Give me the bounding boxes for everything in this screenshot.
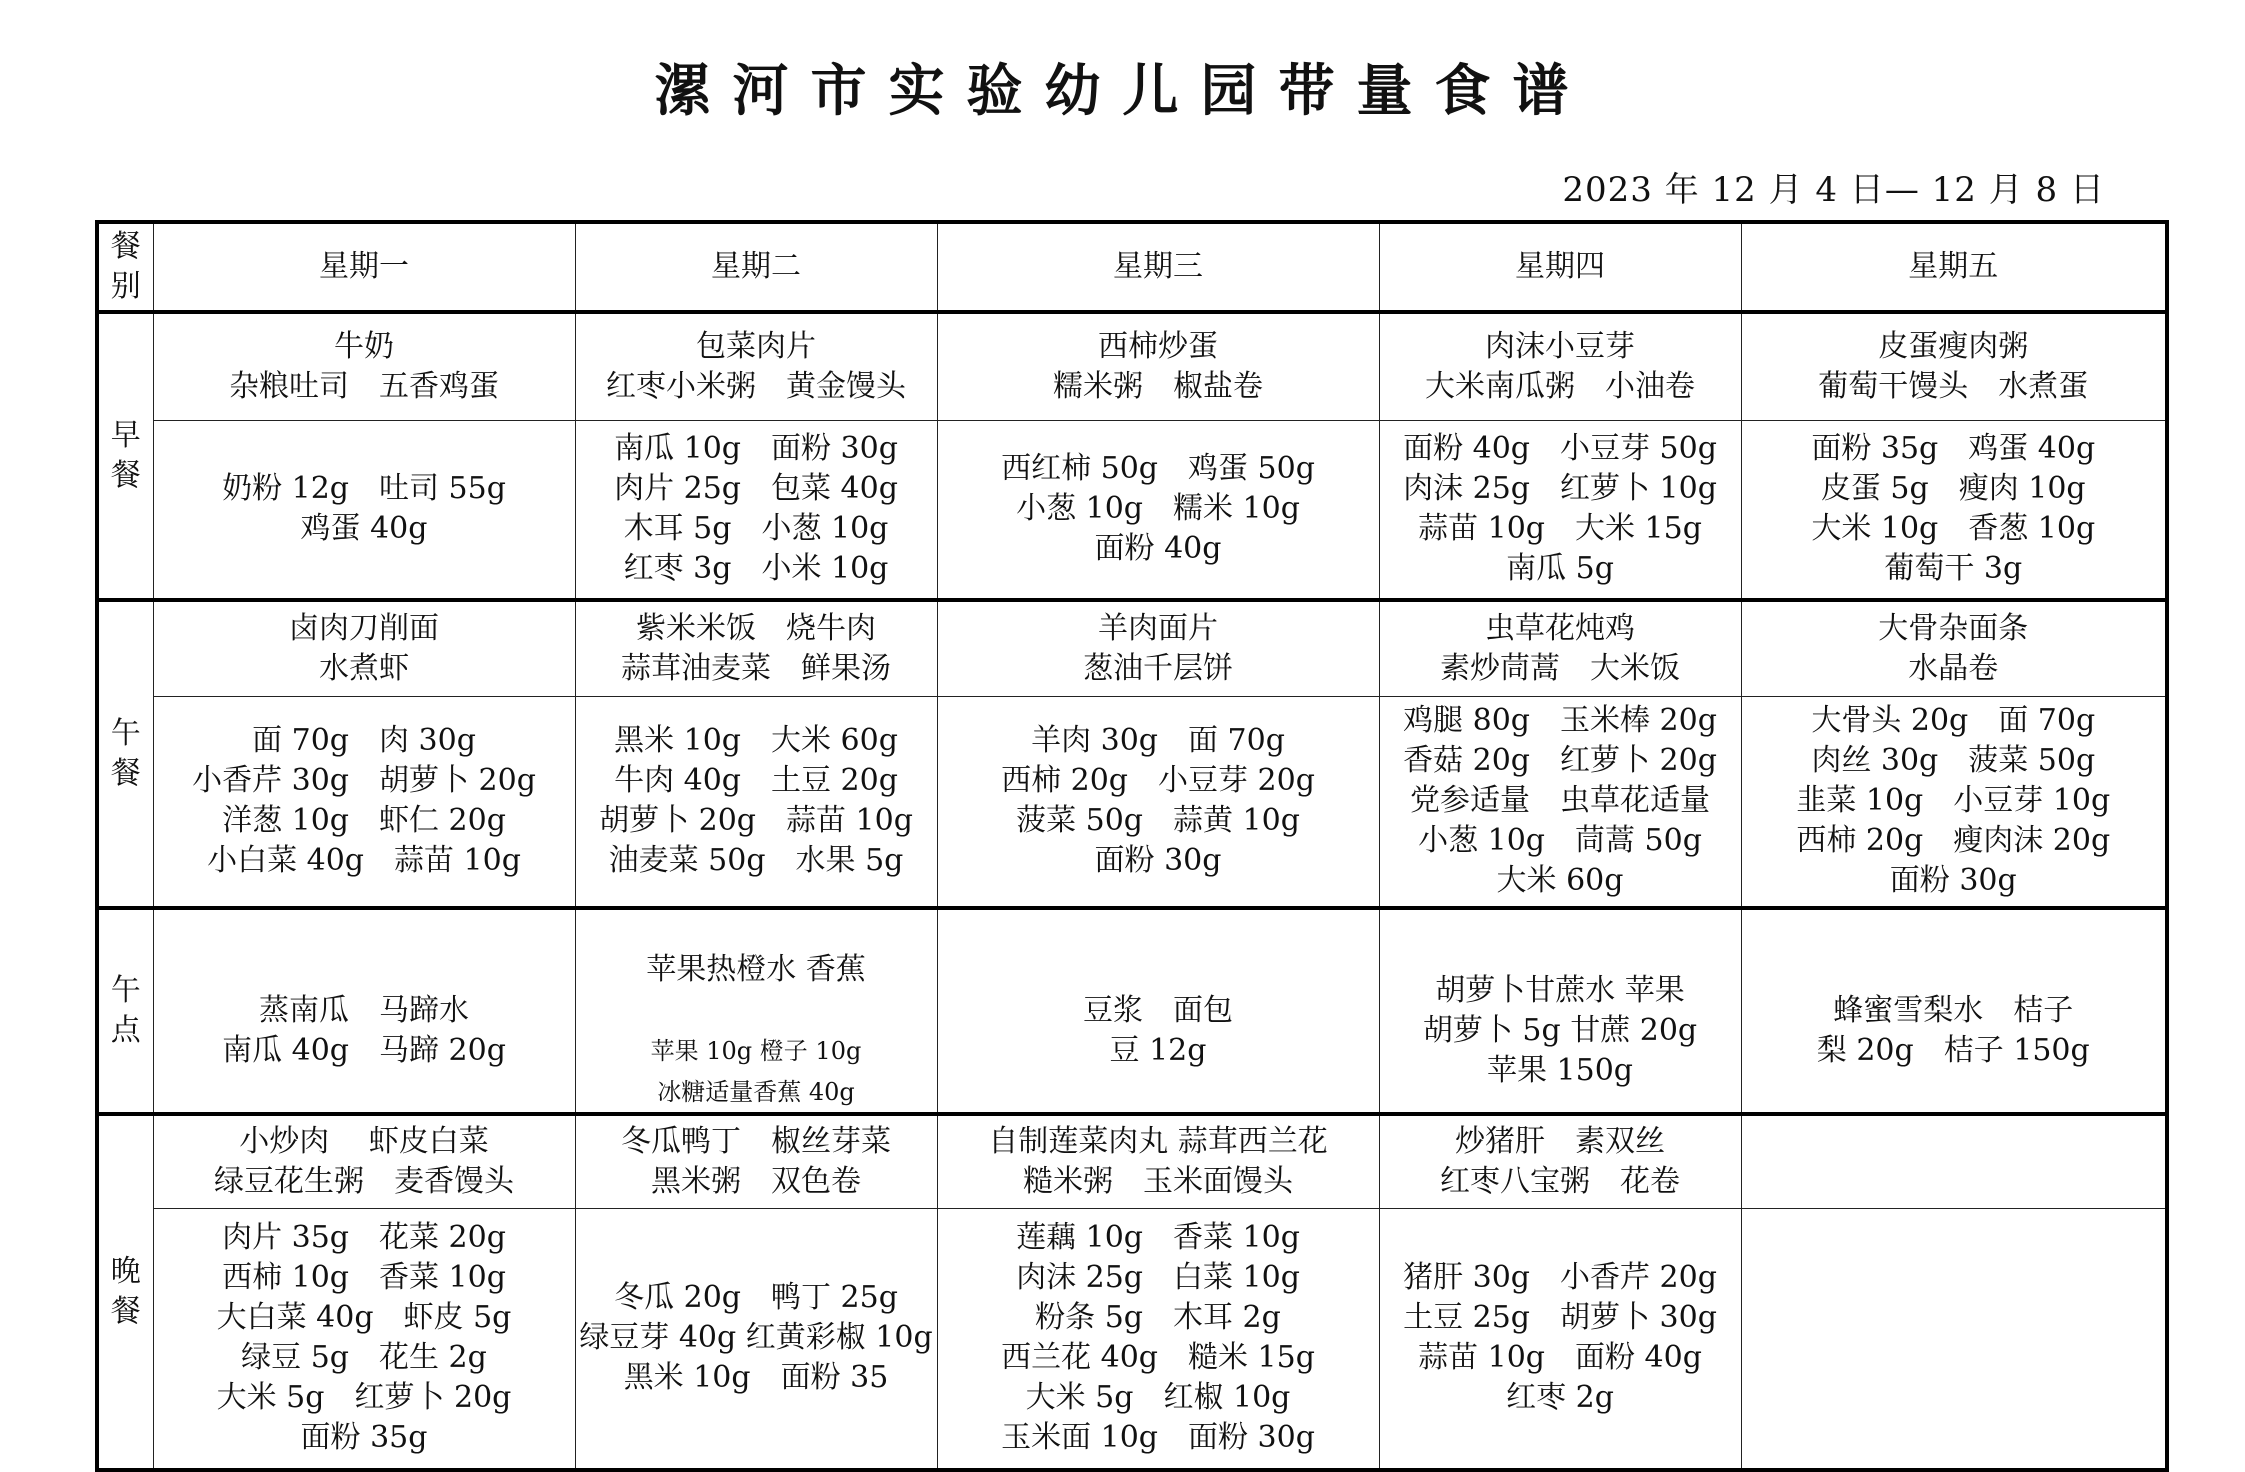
lunch-ingredients-tue: 黑米 10g 大米 60g 牛肉 40g 土豆 20g 胡萝卜 20g 蒜苗 10g 油麦菜 50g 水果 5g bbox=[575, 696, 937, 908]
lunch-ingredient-row bbox=[97, 696, 2167, 908]
breakfast-ingredients-wed: 西红柿 50g 鸡蛋 50g 小葱 10g 糯米 10g 面粉 40g bbox=[937, 420, 1379, 600]
snack-cell-fri bbox=[1741, 908, 2167, 1114]
meal-category-header: 餐 别 bbox=[97, 222, 153, 312]
lunch-dish-tue: 紫米米饭 烧牛肉 蒜茸油麦菜 鲜果汤 bbox=[575, 600, 937, 696]
dinner-ingredients-tue: 冬瓜 20g 鸭丁 25g 绿豆芽 40g 红黄彩椒 10g 黑米 10g 面粉 35 bbox=[575, 1208, 937, 1470]
snack-cell-mon bbox=[153, 908, 575, 1114]
lunch-dish-wed: 羊肉面片 葱油千层饼 bbox=[937, 600, 1379, 696]
date-range: 2023 年 12 月 4 日— 12 月 8 日 bbox=[1562, 170, 2105, 210]
meal-label-dinner: 晚 餐 bbox=[97, 1114, 153, 1470]
meal-label-snack: 午 点 bbox=[97, 908, 153, 1114]
dinner-ingredients-wed: 莲藕 10g 香菜 10g 肉沫 25g 白菜 10g 粉条 5g 木耳 2g 西兰花 40g 糙米 15g 大米 5g 红椒 10g 玉米面 10g 面粉 30g bbox=[937, 1208, 1379, 1470]
snack-main-mon: 蒸南瓜 马蹄水 南瓜 40g 马蹄 20g bbox=[222, 993, 506, 1068]
breakfast-ingredients-thu: 面粉 40g 小豆芽 50g 肉沫 25g 红萝卜 10g 蒜苗 10g 大米 15g 南瓜 5g bbox=[1379, 420, 1741, 600]
dinner-dish-fri bbox=[1741, 1114, 2167, 1208]
lunch-ingredients-thu: 鸡腿 80g 玉米棒 20g 香菇 20g 红萝卜 20g 党参适量 虫草花适量 小葱 10g 茼蒿 50g 大米 60g bbox=[1379, 696, 1741, 908]
snack-cell-thu bbox=[1379, 908, 1741, 1114]
menu-table bbox=[95, 220, 2169, 1472]
dinner-ingredients-fri bbox=[1741, 1208, 2167, 1470]
day-header-wed: 星期三 bbox=[937, 222, 1379, 312]
lunch-dish-fri: 大骨杂面条 水晶卷 bbox=[1741, 600, 2167, 696]
breakfast-dish-wed: 西柿炒蛋 糯米粥 椒盐卷 bbox=[937, 312, 1379, 420]
lunch-dish-thu: 虫草花炖鸡 素炒茼蒿 大米饭 bbox=[1379, 600, 1741, 696]
breakfast-dish-fri: 皮蛋瘦肉粥 葡萄干馒头 水煮蛋 bbox=[1741, 312, 2167, 420]
snack-main-fri: 蜂蜜雪梨水 桔子 梨 20g 桔子 150g bbox=[1816, 993, 2090, 1068]
header-row bbox=[97, 222, 2167, 312]
dinner-dish-mon: 小炒肉 虾皮白菜 绿豆花生粥 麦香馒头 bbox=[153, 1114, 575, 1208]
snack-cell-wed bbox=[937, 908, 1379, 1114]
snack-main-thu: 胡萝卜甘蔗水 苹果 胡萝卜 5g 甘蔗 20g 苹果 150g bbox=[1422, 973, 1698, 1088]
day-header-mon: 星期一 bbox=[153, 222, 575, 312]
snack-cell-tue bbox=[575, 908, 937, 1114]
meal-label-breakfast: 早 餐 bbox=[97, 312, 153, 600]
lunch-ingredients-wed: 羊肉 30g 面 70g 西柿 20g 小豆芽 20g 菠菜 50g 蒜黄 10g 面粉 30g bbox=[937, 696, 1379, 908]
snack-row bbox=[97, 908, 2167, 1114]
day-header-fri: 星期五 bbox=[1741, 222, 2167, 312]
breakfast-ingredients-fri: 面粉 35g 鸡蛋 40g 皮蛋 5g 瘦肉 10g 大米 10g 香葱 10g 葡萄干 3g bbox=[1741, 420, 2167, 600]
snack-sub-tue: 苹果 10g 橙子 10g 冰糖适量香蕉 40g bbox=[650, 1037, 862, 1106]
breakfast-ingredients-mon: 奶粉 12g 吐司 55g 鸡蛋 40g bbox=[153, 420, 575, 600]
lunch-ingredients-mon: 面 70g 肉 30g 小香芹 30g 胡萝卜 20g 洋葱 10g 虾仁 20g 小白菜 40g 蒜苗 10g bbox=[153, 696, 575, 908]
lunch-dish-mon: 卤肉刀削面 水煮虾 bbox=[153, 600, 575, 696]
dinner-ingredient-row bbox=[97, 1208, 2167, 1470]
breakfast-ingredient-row bbox=[97, 420, 2167, 600]
page-title: 漯河市实验幼儿园带量食谱 bbox=[654, 59, 1591, 124]
breakfast-dish-row bbox=[97, 312, 2167, 420]
snack-main-wed: 豆浆 面包 豆 12g bbox=[1083, 993, 1233, 1068]
dinner-dish-thu: 炒猪肝 素双丝 红枣八宝粥 花卷 bbox=[1379, 1114, 1741, 1208]
dinner-ingredients-thu: 猪肝 30g 小香芹 20g 土豆 25g 胡萝卜 30g 蒜苗 10g 面粉 40g 红枣 2g bbox=[1379, 1208, 1741, 1470]
dinner-dish-tue: 冬瓜鸭丁 椒丝芽菜 黑米粥 双色卷 bbox=[575, 1114, 937, 1208]
breakfast-dish-thu: 肉沫小豆芽 大米南瓜粥 小油卷 bbox=[1379, 312, 1741, 420]
breakfast-dish-tue: 包菜肉片 红枣小米粥 黄金馒头 bbox=[575, 312, 937, 420]
dinner-dish-row bbox=[97, 1114, 2167, 1208]
lunch-dish-row bbox=[97, 600, 2167, 696]
day-header-thu: 星期四 bbox=[1379, 222, 1741, 312]
breakfast-ingredients-tue: 南瓜 10g 面粉 30g 肉片 25g 包菜 40g 木耳 5g 小葱 10g 红枣 3g 小米 10g bbox=[575, 420, 937, 600]
snack-main-tue: 苹果热橙水 香蕉 bbox=[646, 952, 866, 987]
meal-label-lunch: 午 餐 bbox=[97, 600, 153, 908]
dinner-dish-wed: 自制莲菜肉丸 蒜茸西兰花 糙米粥 玉米面馒头 bbox=[937, 1114, 1379, 1208]
breakfast-dish-mon: 牛奶 杂粮吐司 五香鸡蛋 bbox=[153, 312, 575, 420]
lunch-ingredients-fri: 大骨头 20g 面 70g 肉丝 30g 菠菜 50g 韭菜 10g 小豆芽 10g 西柿 20g 瘦肉沫 20g 面粉 30g bbox=[1741, 696, 2167, 908]
day-header-tue: 星期二 bbox=[575, 222, 937, 312]
dinner-ingredients-mon: 肉片 35g 花菜 20g 西柿 10g 香菜 10g 大白菜 40g 虾皮 5g 绿豆 5g 花生 2g 大米 5g 红萝卜 20g 面粉 35g bbox=[153, 1208, 575, 1470]
